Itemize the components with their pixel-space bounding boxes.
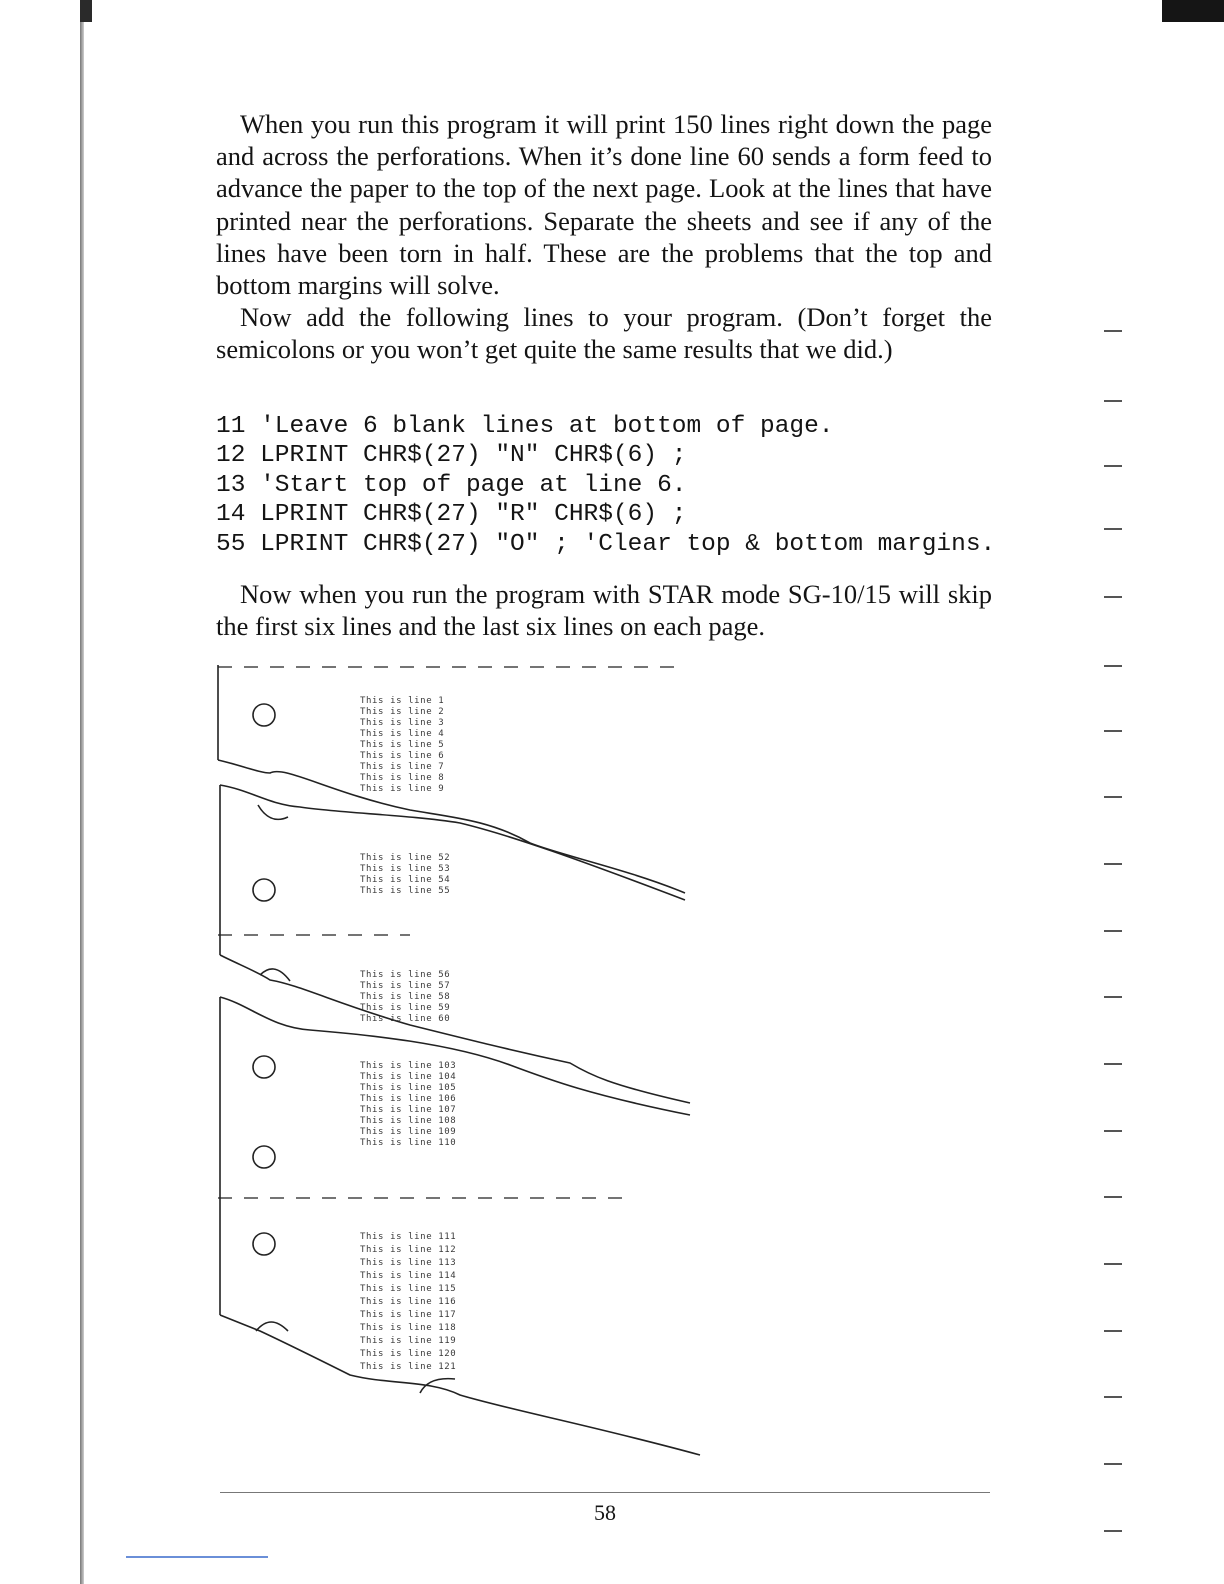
sprocket-hole (253, 1233, 275, 1255)
printout-line: This is line 56 (360, 970, 451, 980)
printout-line: This is line 113 (360, 1258, 457, 1268)
margin-tick (1104, 330, 1122, 332)
paragraph-program-output: When you run this program it will print 150 lines right down the page and across the perforations. When it’s done line 60 sends a form feed to advance the paper to the top of the next page. Look at the lines that have printed near the perforations. Separate the sheets and see if any of the lines have been torn in half. These are the problems that the top and bottom margins will solve. (216, 109, 992, 301)
intro-text (216, 108, 992, 366)
printout-line: This is line 6 (360, 751, 445, 761)
printout-line: This is line 119 (360, 1336, 457, 1346)
printout-line: This is line 58 (360, 992, 451, 1002)
margin-tick (1104, 465, 1122, 467)
printout-line: This is line 8 (360, 773, 445, 783)
code-line: 55 LPRINT CHR$(27) "O" ; 'Clear top & bottom margins. (216, 530, 996, 558)
margin-tick (1104, 1530, 1122, 1532)
tear-edge (256, 1322, 288, 1331)
printout-line: This is line 120 (360, 1349, 457, 1359)
printout-line: This is line 114 (360, 1271, 457, 1281)
margin-tick (1104, 400, 1122, 402)
printout-line: This is line 117 (360, 1310, 457, 1320)
margin-tick (1104, 796, 1122, 798)
printout-line: This is line 9 (360, 784, 445, 794)
margin-tick (1104, 1396, 1122, 1398)
code-line: 11 'Leave 6 blank lines at bottom of page. (216, 413, 834, 440)
printout-line: This is line 118 (360, 1323, 457, 1333)
printout-line: This is line 107 (360, 1105, 457, 1115)
margin-tick (1104, 528, 1122, 530)
printout-line: This is line 103 (360, 1061, 457, 1071)
printout-line: This is line 108 (360, 1116, 457, 1126)
sprocket-hole (253, 879, 275, 901)
margin-tick (1104, 1130, 1122, 1132)
tear-edge (258, 805, 288, 819)
printout-line: This is line 115 (360, 1284, 457, 1294)
result-text (216, 578, 992, 642)
tear-edge (220, 1315, 700, 1455)
margin-tick-marks (1104, 300, 1124, 1560)
printout-line: This is line 60 (360, 1014, 451, 1024)
margin-tick (1104, 1196, 1122, 1198)
footer-rule (220, 1492, 990, 1493)
printout-line: This is line 2 (360, 707, 445, 717)
printout-line: This is line 105 (360, 1083, 457, 1093)
printout-line: This is line 5 (360, 740, 445, 750)
code-line: 14 LPRINT CHR$(27) "R" CHR$(6) ; (216, 501, 687, 529)
printout-line: This is line 52 (360, 853, 451, 863)
margin-tick (1104, 1063, 1122, 1065)
printout-line: This is line 104 (360, 1072, 457, 1082)
printout-line: This is line 3 (360, 718, 445, 728)
scan-underline-mark (126, 1556, 268, 1558)
margin-tick (1104, 930, 1122, 932)
page-number: 58 (594, 1500, 616, 1525)
printout-line: This is line 7 (360, 762, 445, 772)
printout-line: This is line 54 (360, 875, 451, 885)
margin-tick (1104, 665, 1122, 667)
code-line: 12 LPRINT CHR$(27) "N" CHR$(6) ; (216, 442, 687, 470)
printout-line: This is line 121 (360, 1362, 457, 1372)
printout-line: This is line 59 (360, 1003, 451, 1013)
printout-line: This is line 1 (360, 696, 445, 706)
printout-drawing (210, 655, 710, 1460)
margin-tick (1104, 1263, 1122, 1265)
margin-tick (1104, 730, 1122, 732)
code-line: 13 'Start top of page at line 6. (216, 471, 687, 499)
code-listing (216, 412, 1016, 559)
margin-tick (1104, 1330, 1122, 1332)
tear-edge (260, 969, 290, 981)
printout-line: This is line 116 (360, 1297, 457, 1307)
margin-tick (1104, 1463, 1122, 1465)
printout-line: This is line 55 (360, 886, 451, 896)
scan-corner-mark (1162, 0, 1224, 22)
paragraph-result: Now when you run the program with STAR mode SG-10/15 will skip the first six lines and the last six lines on each page. (216, 579, 992, 642)
sprocket-hole (253, 1056, 275, 1078)
scan-top-mark (80, 0, 92, 22)
paragraph-add-lines: Now add the following lines to your program. (Don’t forget the semicolons or you won’t get quite the same results that we did.) (216, 302, 992, 365)
printout-line: This is line 106 (360, 1094, 457, 1104)
printout-line: This is line 110 (360, 1138, 457, 1148)
torn-printout-illustration (210, 655, 710, 1460)
sprocket-hole (253, 704, 275, 726)
margin-tick (1104, 863, 1122, 865)
tear-edge (220, 785, 685, 900)
margin-tick (1104, 596, 1122, 598)
printout-line: This is line 4 (360, 729, 445, 739)
sprocket-hole (253, 1146, 275, 1168)
margin-tick (1104, 996, 1122, 998)
printout-line: This is line 57 (360, 981, 451, 991)
printout-line: This is line 53 (360, 864, 451, 874)
scan-left-edge (80, 0, 84, 1584)
printout-line: This is line 109 (360, 1127, 457, 1137)
printout-line: This is line 111 (360, 1232, 457, 1242)
printout-line: This is line 112 (360, 1245, 457, 1255)
